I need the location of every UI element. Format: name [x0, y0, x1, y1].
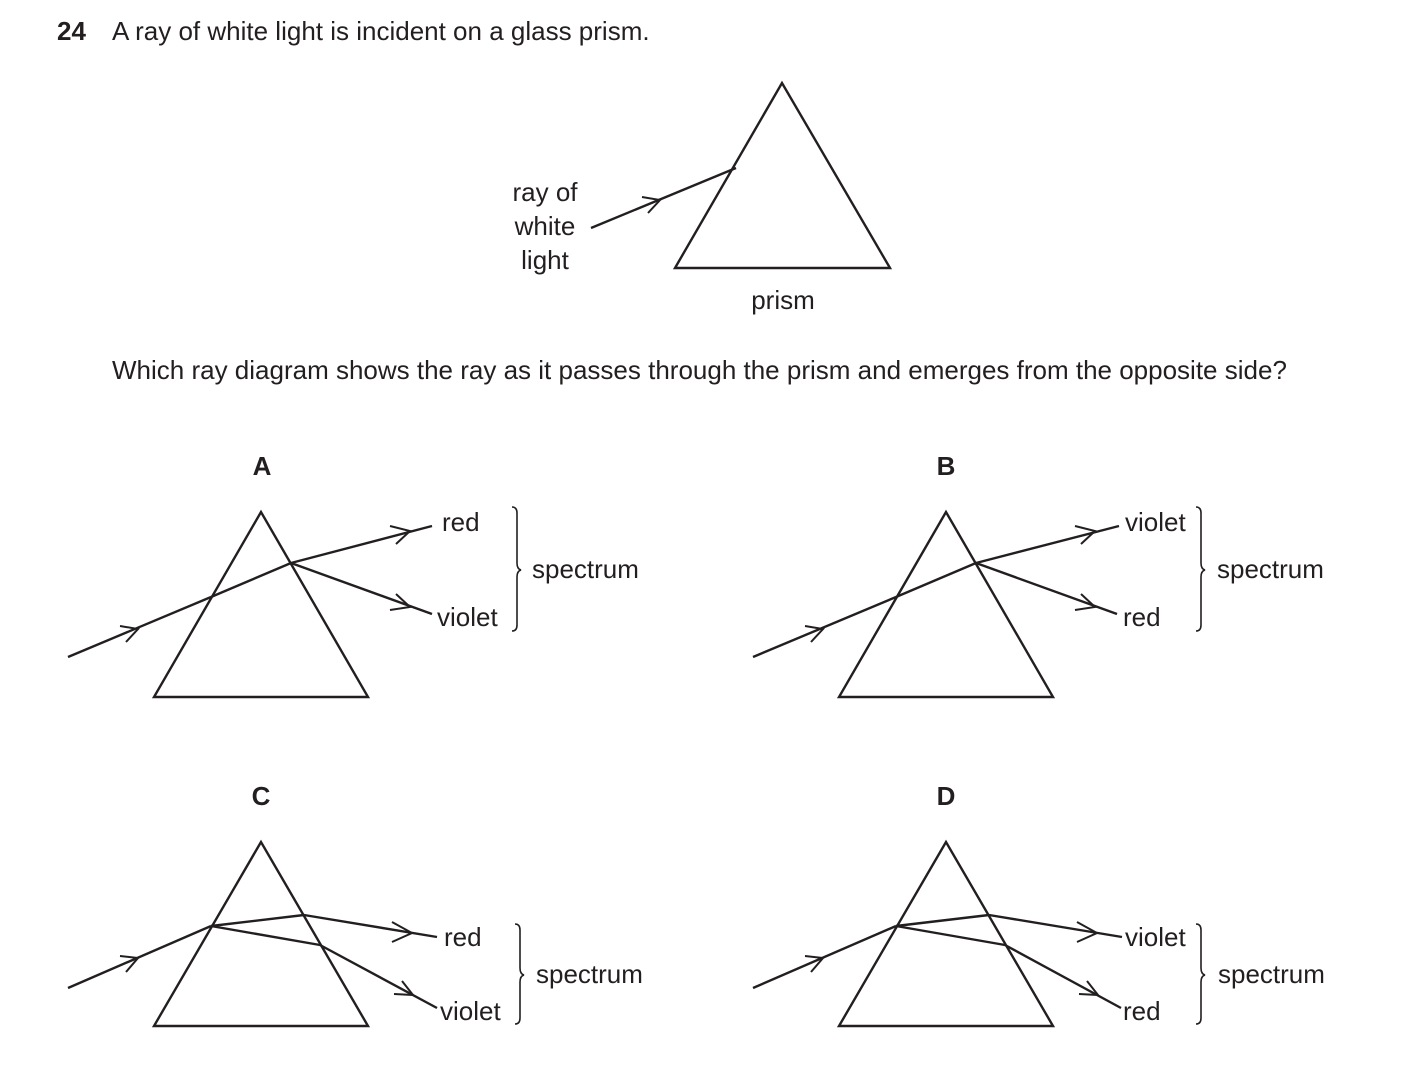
question-prompt: Which ray diagram shows the ray as it passes through the prism and emerges from the opposite side?	[112, 355, 1287, 385]
option-c-lower-emergent-ray	[320, 945, 437, 1008]
option-c-upper-emergent-ray	[304, 915, 437, 937]
intro-prism-label: prism	[751, 285, 815, 315]
intro-ray-label-line-2: white	[514, 211, 576, 241]
option-c-refracted-upper-ray	[211, 915, 304, 926]
option-a-brace	[512, 507, 521, 631]
option-d-lower-emergent-ray	[1005, 945, 1121, 1008]
option-a-upper-ray-label: red	[442, 507, 480, 537]
option-d-refracted-upper-ray	[896, 915, 989, 926]
option-b-lower-emergent-ray	[976, 563, 1117, 614]
option-b-lower-ray-label: red	[1123, 602, 1161, 632]
option-c-incident-ray	[68, 926, 211, 988]
option-a-labels	[253, 451, 639, 632]
option-c-lower-arrowhead	[394, 981, 413, 995]
option-c-labels	[252, 781, 643, 1026]
option-b-upper-ray-label: violet	[1125, 507, 1186, 537]
option-b-spectrum-label: spectrum	[1217, 554, 1324, 584]
intro-figure	[591, 83, 890, 268]
option-d-incident-ray	[753, 926, 896, 988]
option-b-brace	[1196, 507, 1205, 631]
option-a-lower-emergent-ray	[291, 563, 432, 614]
option-d-spectrum-label: spectrum	[1218, 959, 1325, 989]
option-a-letter: A	[252, 451, 272, 481]
option-d-labels	[937, 781, 1325, 1026]
option-a-prism	[154, 512, 368, 697]
option-c-lower-ray-label: violet	[440, 996, 501, 1026]
question-stem: A ray of white light is incident on a glass prism.	[112, 16, 650, 46]
option-b-labels	[937, 451, 1324, 632]
option-d-lower-ray-label: red	[1123, 996, 1161, 1026]
option-a-lower-ray-label: violet	[437, 602, 498, 632]
option-b-prism	[839, 512, 1053, 697]
option-b-letter: B	[936, 451, 956, 481]
option-d-upper-ray-label: violet	[1125, 922, 1186, 952]
intro-ray-label-line-1: ray of	[512, 177, 578, 207]
option-c-upper-ray-label: red	[444, 922, 482, 952]
option-d-refracted-lower-ray	[896, 926, 1005, 945]
question-number: 24	[57, 16, 86, 46]
option-a-spectrum-label: spectrum	[532, 554, 639, 584]
option-d-letter: D	[936, 781, 956, 811]
intro-ray-label-line-3: light	[521, 245, 569, 275]
option-c-brace	[515, 924, 524, 1024]
option-d-upper-emergent-ray	[989, 915, 1122, 937]
option-b-incident-ray	[753, 597, 896, 657]
option-a-incident-ray	[68, 597, 211, 657]
option-c-spectrum-label: spectrum	[536, 959, 643, 989]
intro-prism-triangle	[675, 83, 890, 268]
option-b-upper-emergent-ray	[976, 526, 1119, 563]
option-c-refracted-lower-ray	[211, 926, 320, 945]
option-c-letter: C	[251, 781, 271, 811]
option-d-brace	[1196, 924, 1205, 1024]
